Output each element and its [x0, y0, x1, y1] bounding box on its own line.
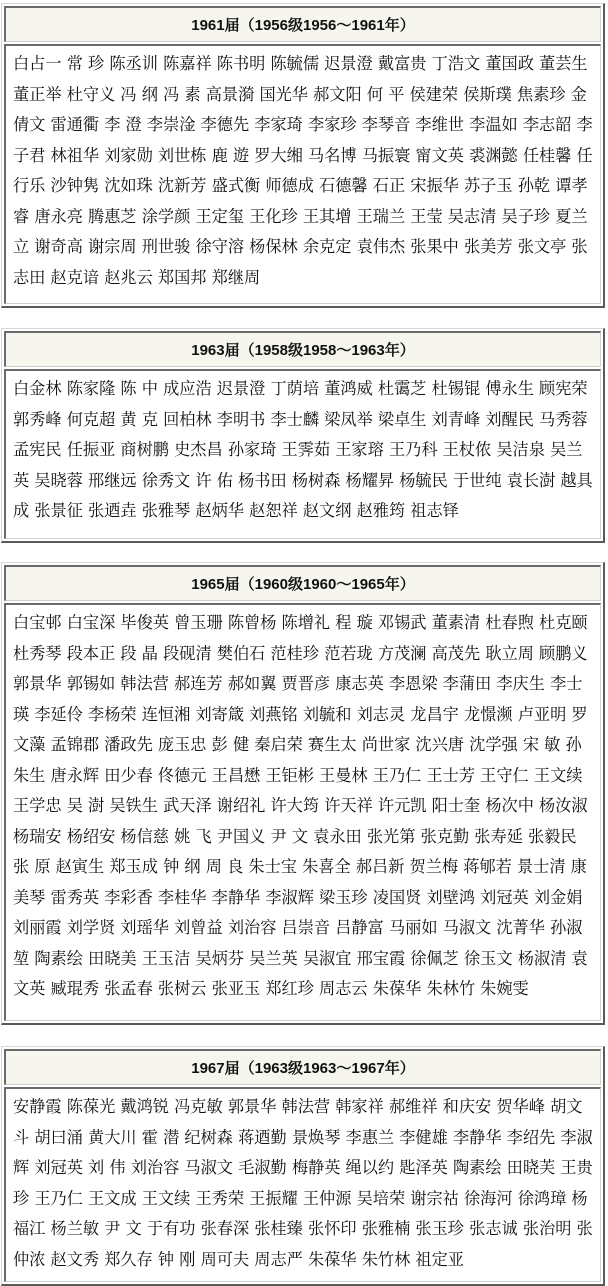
alumni-names: 白占一 常 珍 陈丞训 陈嘉祥 陈书明 陈毓儒 迟景澄 戴富贵 丁浩文 董国政 董芸生 董正举 杜守义 冯 纲 冯 素 高景漪 国光华 郝文阳 何 平 侯建荣 侯斯璞 焦素珍 金倩文 雷通衢 李 澄 李崇淦 李德先 李家琦 李家珍 李琴音 李维世 李温如 李志韶 李子君 林祖华 刘家勋 刘世栋 鹿 遊 罗大缃 马名博 马振寰 甯文英 裘渊懿 任桂馨 任行乐 沙钟隽 沈如珠 沈新芳 盛式衡 师德成 石德馨 石正 宋振华 苏子玉 孙乾 谭孝睿 唐永亮 腾惠芝 涂学颜 王定玺 王化珍 王其增 王瑞兰 王莹 吴志清 吴子珍 夏兰立 谢奇高 谢宗周 刑世骏 徐守溶 杨保林 余克定 袁伟杰 张果中 张美芳 张文亭 张志田 赵克谙 赵兆云 郑国邦 郑继周: [13, 54, 593, 287]
alumni-names: 白金林 陈家隆 陈 中 成应浩 迟景澄 丁荫培 董鸿威 杜霭芝 杜锡锟 傅永生 顾宪荣 郭秀峰 何克超 黄 克 回柏林 李明书 李士麟 梁凤举 梁卓生 刘青峰 刘醒民 马秀蓉 孟宪民 任振亚 商树鹏 史杰昌 孙家琦 王霁茹 王家瑢 王乃科 王杖侬 吴洁泉 吴兰英 吴晓蓉 邢继远 徐秀文 许 佑 杨书田 杨树森 杨耀昇 杨毓民 于世纯 袁长澍 越具成 张景征 张迺垚 张雅琴 赵炳华 赵恕祥 赵文纲 赵雅筠 祖志铎: [13, 379, 593, 520]
roster-table-1965: [1, 562, 605, 1025]
name-list-1967: [4, 1087, 601, 1282]
roster-table-1967: [1, 1046, 605, 1286]
alumni-names: 白宝邨 白宝深 毕俊英 曾玉珊 陈曾杨 陈增礼 程 璇 邓锡武 董素清 杜春煦 杜克颐 杜秀琴 段本正 段 晶 段砚清 樊伯石 范桂珍 范若珑 方茂澜 高茂先 耿立周 顾鹏义 郭景华 郭锡如 韩法营 郝连芳 郝如翼 贾晋彦 康志英 李恩梁 李蒲田 李庆生 李士瑛 李延伶 李杨荣 连恒湘 刘寄箴 刘燕铭 刘毓和 刘志灵 龙昌宇 龙憬濒 卢亚明 罗文藻 孟锦郡 潘政先 庞玉忠 彭 健 秦启荣 赛生太 尚世家 沈兴唐 沈学强 宋 敏 孙朱生 唐永辉 田少春 佟德元 王昌懋 王钜彬 王曼林 王乃仁 王士芳 王守仁 王文续 王学忠 吴 澍 吴铁生 武天泽 谢绍礼 许大筠 许天祥 许元凯 阳士奎 杨次中 杨汝淑 杨瑞安 杨绍安 杨信慈 姚 飞 尹国义 尹 文 袁永田 张光第 张克勤 张寿延 张毅民 张 原 赵寅生 郑玉成 钟 纲 周 良 朱士宝 朱喜全 郝吕新 贺兰梅 蒋郇若 景士清 康美琴 雷秀英 李彩香 李桂华 李静华 李淑辉 梁玉珍 凌国贤 刘壁鸿 刘冠英 刘金娟 刘丽霞 刘学贤 刘瑶华 刘曾益 刘治容 吕崇音 吕静富 马丽如 马淑文 沈菁华 孙淑堃 陶素绘 田晓美 王玉洁 吴炳芬 吴兰英 吴淑宜 邢宝霞 徐佩芝 徐玉文 杨淑清 袁文英 臧琨秀 张孟春 张树云 张亚玉 郑红珍 周志云 朱葆华 朱林竹 朱婉雯: [13, 613, 588, 998]
name-list-1963: [4, 369, 601, 539]
section-header-1965: 1965届（1960级1960～1965年）: [4, 565, 601, 601]
alumni-names: 安静霞 陈葆光 戴鸿锐 冯克敏 郭景华 韩法营 韩家祥 郝维祥 和庆安 贺华峰 胡文斗 胡曰涌 黄大川 霍 潜 纪树森 蒋迺勤 景焕琴 李惠兰 李健雄 李静华 李绍先 李淑辉 刘冠英 刘 伟 刘治容 马淑文 毛淑勤 梅静英 绳以约 匙泽英 陶素绘 田晓芙 王贵珍 王乃仁 王文成 王文续 王秀荣 王振耀 王仲源 吴培荣 谢宗祜 徐海河 徐鸿璋 杨福江 杨兰敏 尹 文 于有功 张春深 张桂臻 张怀印 张雅楠 张玉珍 张志诚 张治明 张仲浓 赵文秀 郑久存 钟 刚 周可夫 周志严 朱葆华 朱竹林 祖定亚: [13, 1097, 593, 1269]
section-header-1961: 1961届（1956级1956～1961年）: [4, 6, 601, 42]
section-header-1963: 1963届（1958级1958～1963年）: [4, 331, 601, 367]
roster-table-1963: [1, 328, 605, 543]
name-list-1965: [4, 603, 601, 1021]
roster-table-1961: [1, 3, 605, 308]
name-list-1961: [4, 44, 601, 304]
section-header-1967: 1967届（1963级1963～1967年）: [4, 1049, 601, 1085]
